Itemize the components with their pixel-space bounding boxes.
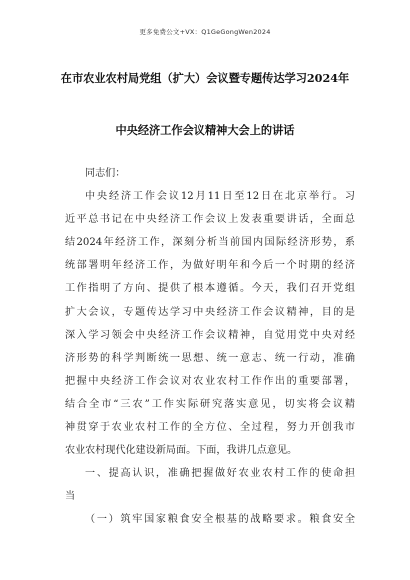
document-title-line-2: 中央经济工作会议精神大会上的讲话	[115, 123, 295, 137]
subsection-heading: （一）筑牢国家粮食安全根基的战略要求。粮食安全	[85, 514, 355, 526]
body-line: 济形势的科学判断统一思想、统一意志、统一行动，准确	[65, 352, 355, 364]
body-line: 统部署明年经济工作，为做好明年和今后一个时期的经济	[65, 260, 355, 272]
document-body	[65, 162, 355, 532]
body-line: 深入学习领会中央经济工作会议精神，自觉用党中央对经	[65, 329, 355, 341]
body-line: 中央经济工作会议12月11日至12日在北京举行。习	[85, 191, 355, 203]
body-line: 农业农村现代化建设新局面。下面，我讲几点意见。	[65, 445, 298, 457]
section-heading-continued: 当	[65, 491, 76, 503]
section-heading: 一、提高认识，准确把握做好农业农村工作的使命担	[85, 468, 355, 480]
document-title-line-1: 在市农业农村局党组（扩大）会议暨专题传达学习2024年	[60, 71, 350, 85]
body-line: 把握中央经济工作会议对农业农村工作作出的重要部署，	[65, 375, 355, 387]
body-line: 结2024年经济工作，深刻分析当前国内国际经济形势，系	[65, 237, 355, 249]
body-line: 工作指明了方向、提供了根本遵循。今天，我们召开党组	[65, 283, 355, 295]
body-line: 近平总书记在中央经济工作会议上发表重要讲话，全面总	[65, 214, 355, 226]
body-line: 神贯穿于农业农村工作的全方位、全过程，努力开创我市	[65, 422, 355, 434]
header-note: 更多免费公文+VX：Q1GeGongWen2024	[139, 28, 271, 36]
salutation: 同志们：	[85, 168, 126, 179]
body-line: 结合全市“三农”工作实际研究落实意见，切实将会议精	[65, 398, 355, 410]
body-line: 扩大会议，专题传达学习中央经济工作会议精神，目的是	[65, 306, 355, 318]
